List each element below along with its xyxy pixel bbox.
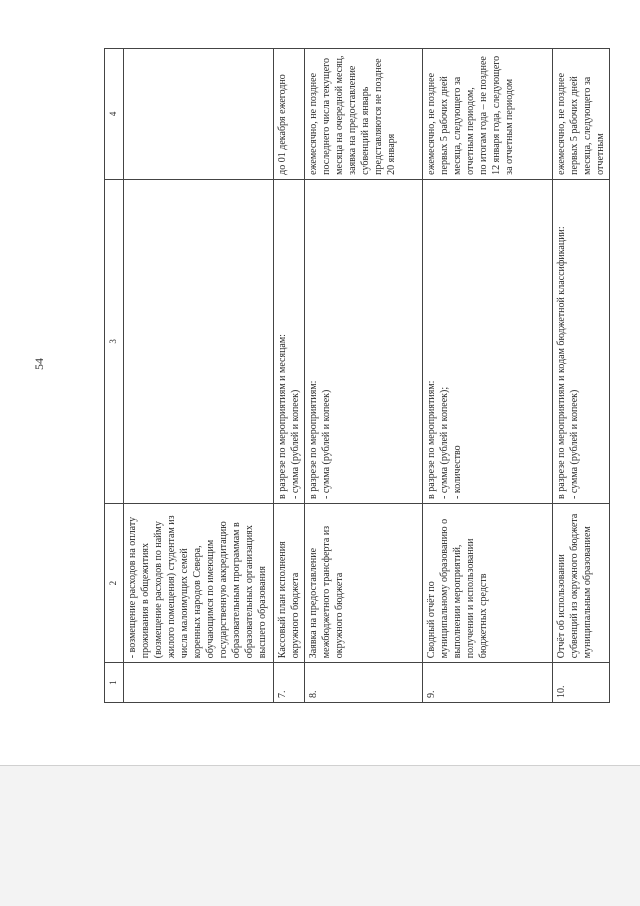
detail-line: - количество (452, 445, 463, 499)
column-header-2: 2 (105, 503, 124, 662)
row-detail (305, 179, 423, 503)
row-deadline (274, 49, 305, 180)
rotated-table-container (104, 48, 606, 703)
row-detail (553, 179, 610, 503)
table-row (305, 49, 423, 703)
scan-background (0, 765, 640, 906)
table-row (274, 49, 305, 703)
row-detail (124, 179, 274, 503)
row-detail (423, 179, 553, 503)
row-detail (274, 179, 305, 503)
deadline-line: ежемесячно, не позднее первых 5 рабочих дней месяца, следующего за отчетным (556, 72, 606, 175)
row-document-name: - возмещение расходов на оплату проживания в общежитиях (возмещение расходов по найму жилого помещения) студентам из числа малоимущих семей коренных народов Севера, обучающимся по имеющим государственную аккредитацию образовательным программам в образовательных организациях высшего образования (124, 503, 274, 662)
detail-line: - сумма (рублей и копеек); (439, 386, 450, 499)
deadline-line: до 01 декабря ежегодно (277, 74, 288, 175)
column-header-3: 3 (105, 179, 124, 503)
row-document-name: Отчёт об использовании субвенций из окружного бюджета муниципальным образованием (553, 503, 610, 662)
row-deadline (124, 49, 274, 180)
deadline-line: ежемесячно, не позднее последнего числа текущего месяца на очередной месяц, заявка на предоставление субвенций на январь представляются не позднее 20 января (308, 55, 397, 175)
detail-line: в разрезе по мероприятиям и месяцам: (277, 334, 288, 499)
row-number: 10. (553, 663, 610, 703)
row-number: 9. (423, 663, 553, 703)
page-number: 54 (32, 358, 46, 370)
row-number: 8. (305, 663, 423, 703)
detail-line: - сумма (рублей и копеек) (321, 389, 332, 499)
detail-line: - сумма (рублей и копеек) (290, 389, 301, 499)
report-table (104, 48, 610, 703)
column-header-1: 1 (105, 663, 124, 703)
deadline-line: по итогам года – не позднее 12 января года, следующего за отчетным периодом (478, 55, 515, 175)
row-deadline (553, 49, 610, 180)
detail-line: - сумма (рублей и копеек) (569, 389, 580, 499)
detail-line: в разрезе по мероприятиям: (308, 380, 319, 499)
row-document-name: Кассовый план исполнения окружного бюджета (274, 503, 305, 662)
column-header-4: 4 (105, 49, 124, 180)
table-header-row (105, 49, 124, 703)
table-body (105, 49, 610, 703)
table-row (124, 49, 274, 703)
table-row (423, 49, 553, 703)
row-number (124, 663, 274, 703)
deadline-line: ежемесячно, не позднее первых 5 рабочих дней месяца, следующего за отчетным периодом, (426, 72, 476, 175)
row-document-name: Заявка на предоставление межбюджетного трансферта из окружного бюджета (305, 503, 423, 662)
row-number: 7. (274, 663, 305, 703)
row-deadline (423, 49, 553, 180)
row-document-name: Сводный отчёт по муниципальному образованию о выполнении мероприятий, получении и использовании бюджетных средств (423, 503, 553, 662)
row-deadline (305, 49, 423, 180)
table-row (553, 49, 610, 703)
detail-line: в разрезе по мероприятиям: (426, 380, 437, 499)
detail-line: в разрезе по мероприятиям и кодам бюджетной классификации: (556, 226, 567, 499)
